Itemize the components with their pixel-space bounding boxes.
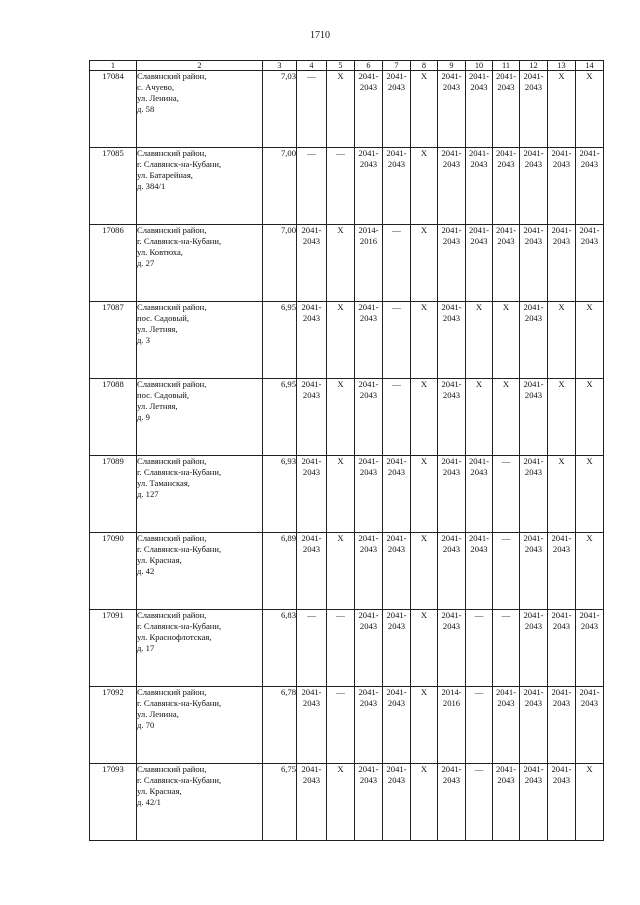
value-cell: Х <box>327 302 355 379</box>
value-cell: 2041- 2043 <box>297 456 327 533</box>
value-cell: 2041- 2043 <box>438 456 466 533</box>
value-cell: 2041- 2043 <box>383 456 411 533</box>
address-line: г. Славянск-на-Кубани, <box>137 467 222 477</box>
value-cell: 2041- 2043 <box>493 71 520 148</box>
value-cell: 2014- 2016 <box>438 687 466 764</box>
row-number: 17093 <box>90 764 137 841</box>
value-cell: 2041- 2043 <box>520 533 548 610</box>
row-number: 17088 <box>90 379 137 456</box>
row-number: 17085 <box>90 148 137 225</box>
column-number: 10 <box>466 61 493 71</box>
address-line: г. Славянск-на-Кубани, <box>137 698 222 708</box>
value-cell: — <box>466 764 493 841</box>
area-cell: 6,89 <box>263 533 297 610</box>
column-number: 2 <box>137 61 263 71</box>
address-cell <box>137 764 263 841</box>
address-line: ул. Батарейная, <box>137 170 193 180</box>
value-cell: — <box>466 687 493 764</box>
value-cell: 2041- 2043 <box>576 225 604 302</box>
value-cell: 2041- 2043 <box>548 687 576 764</box>
address-line: пос. Садовый, <box>137 313 190 323</box>
value-cell: Х <box>327 225 355 302</box>
area-cell: 6,75 <box>263 764 297 841</box>
column-number: 12 <box>520 61 548 71</box>
address-line: ул. Летняя, <box>137 324 178 334</box>
value-cell: Х <box>576 456 604 533</box>
address-line: ул. Красная, <box>137 555 182 565</box>
value-cell: Х <box>576 533 604 610</box>
table-row <box>90 456 604 533</box>
address-line: д. 17 <box>137 643 155 653</box>
value-cell: — <box>297 148 327 225</box>
address-line: ул. Краснофлотская, <box>137 632 212 642</box>
area-cell: 6,78 <box>263 687 297 764</box>
area-cell: 6,83 <box>263 610 297 687</box>
column-number: 11 <box>493 61 520 71</box>
address-line: д. 9 <box>137 412 150 422</box>
address-line: г. Славянск-на-Кубани, <box>137 621 222 631</box>
row-number: 17092 <box>90 687 137 764</box>
value-cell: — <box>493 533 520 610</box>
table-row <box>90 687 604 764</box>
column-number: 3 <box>263 61 297 71</box>
row-number: 17089 <box>90 456 137 533</box>
value-cell: Х <box>327 379 355 456</box>
value-cell: Х <box>576 379 604 456</box>
value-cell: Х <box>493 302 520 379</box>
value-cell: 2041- 2043 <box>548 225 576 302</box>
column-number: 1 <box>90 61 137 71</box>
value-cell: Х <box>548 456 576 533</box>
table-row <box>90 225 604 302</box>
table-row <box>90 71 604 148</box>
address-line: г. Славянск-на-Кубани, <box>137 775 222 785</box>
row-number: 17090 <box>90 533 137 610</box>
address-line: Славянский район, <box>137 456 207 466</box>
value-cell: 2041- 2043 <box>438 71 466 148</box>
value-cell: — <box>493 610 520 687</box>
address-cell <box>137 148 263 225</box>
value-cell: 2041- 2043 <box>438 379 466 456</box>
address-line: ул. Ленина, <box>137 709 179 719</box>
value-cell: Х <box>466 302 493 379</box>
value-cell: Х <box>411 302 438 379</box>
value-cell: — <box>327 148 355 225</box>
value-cell: 2041- 2043 <box>493 687 520 764</box>
address-line: г. Славянск-на-Кубани, <box>137 159 222 169</box>
address-cell <box>137 687 263 764</box>
value-cell: Х <box>411 148 438 225</box>
value-cell: 2041- 2043 <box>355 533 383 610</box>
address-line: Славянский район, <box>137 302 207 312</box>
value-cell: 2041- 2043 <box>438 610 466 687</box>
value-cell: Х <box>548 71 576 148</box>
value-cell: 2041- 2043 <box>493 225 520 302</box>
value-cell: Х <box>576 71 604 148</box>
column-number: 5 <box>327 61 355 71</box>
value-cell: — <box>466 610 493 687</box>
value-cell: 2014- 2016 <box>355 225 383 302</box>
address-line: пос. Садовый, <box>137 390 190 400</box>
value-cell: Х <box>327 533 355 610</box>
value-cell: 2041- 2043 <box>466 71 493 148</box>
address-line: д. 384/1 <box>137 181 166 191</box>
value-cell: Х <box>576 302 604 379</box>
area-cell: 7,00 <box>263 225 297 302</box>
address-line: д. 70 <box>137 720 155 730</box>
address-cell <box>137 379 263 456</box>
value-cell: 2041- 2043 <box>355 764 383 841</box>
address-line: д. 58 <box>137 104 155 114</box>
address-line: Славянский район, <box>137 764 207 774</box>
address-line: Славянский район, <box>137 71 207 81</box>
value-cell: — <box>297 71 327 148</box>
value-cell: Х <box>493 379 520 456</box>
value-cell: 2041- 2043 <box>520 225 548 302</box>
column-number: 9 <box>438 61 466 71</box>
page-number: 1710 <box>310 30 330 41</box>
value-cell: 2041- 2043 <box>438 533 466 610</box>
value-cell: — <box>383 302 411 379</box>
address-line: Славянский район, <box>137 610 207 620</box>
address-line: Славянский район, <box>137 687 207 697</box>
column-number-row <box>90 61 604 71</box>
value-cell: 2041- 2043 <box>438 764 466 841</box>
row-number: 17084 <box>90 71 137 148</box>
address-line: Славянский район, <box>137 148 207 158</box>
value-cell: — <box>383 225 411 302</box>
value-cell: 2041- 2043 <box>548 764 576 841</box>
value-cell: 2041- 2043 <box>466 148 493 225</box>
column-number: 14 <box>576 61 604 71</box>
address-line: д. 3 <box>137 335 150 345</box>
address-line: с. Ачуево, <box>137 82 175 92</box>
value-cell: Х <box>576 764 604 841</box>
value-cell: Х <box>411 456 438 533</box>
value-cell: 2041- 2043 <box>493 148 520 225</box>
column-number: 7 <box>383 61 411 71</box>
value-cell: — <box>493 456 520 533</box>
value-cell: Х <box>466 379 493 456</box>
value-cell: — <box>297 610 327 687</box>
address-line: ул. Ковтюха, <box>137 247 183 257</box>
value-cell: 2041- 2043 <box>383 687 411 764</box>
address-line: д. 27 <box>137 258 155 268</box>
address-line: ул. Летняя, <box>137 401 178 411</box>
value-cell: Х <box>411 71 438 148</box>
address-line: Славянский район, <box>137 379 207 389</box>
column-number: 6 <box>355 61 383 71</box>
value-cell: 2041- 2043 <box>520 456 548 533</box>
address-cell <box>137 302 263 379</box>
value-cell: 2041- 2043 <box>355 456 383 533</box>
address-line: д. 42 <box>137 566 155 576</box>
value-cell: 2041- 2043 <box>548 610 576 687</box>
value-cell: Х <box>411 764 438 841</box>
value-cell: 2041- 2043 <box>297 225 327 302</box>
table-row <box>90 610 604 687</box>
value-cell: 2041- 2043 <box>520 302 548 379</box>
address-line: ул. Ленина, <box>137 93 179 103</box>
value-cell: Х <box>548 302 576 379</box>
value-cell: 2041- 2043 <box>520 148 548 225</box>
area-cell: 7,03 <box>263 71 297 148</box>
value-cell: 2041- 2043 <box>383 71 411 148</box>
value-cell: Х <box>411 225 438 302</box>
column-number: 4 <box>297 61 327 71</box>
area-cell: 6,95 <box>263 379 297 456</box>
address-line: д. 127 <box>137 489 159 499</box>
row-number: 17086 <box>90 225 137 302</box>
value-cell: 2041- 2043 <box>438 302 466 379</box>
value-cell: 2041- 2043 <box>355 379 383 456</box>
table-row <box>90 764 604 841</box>
value-cell: 2041- 2043 <box>297 302 327 379</box>
column-number: 13 <box>548 61 576 71</box>
address-cell <box>137 456 263 533</box>
value-cell: 2041- 2043 <box>383 764 411 841</box>
value-cell: 2041- 2043 <box>520 764 548 841</box>
value-cell: 2041- 2043 <box>355 610 383 687</box>
address-line: ул. Таманская, <box>137 478 190 488</box>
value-cell: 2041- 2043 <box>438 148 466 225</box>
address-line: д. 42/1 <box>137 797 161 807</box>
value-cell: 2041- 2043 <box>466 456 493 533</box>
register-table <box>89 60 604 841</box>
value-cell: 2041- 2043 <box>355 687 383 764</box>
area-cell: 6,95 <box>263 302 297 379</box>
value-cell: Х <box>327 71 355 148</box>
value-cell: — <box>383 379 411 456</box>
value-cell: — <box>327 687 355 764</box>
value-cell: 2041- 2043 <box>493 764 520 841</box>
value-cell: 2041- 2043 <box>297 533 327 610</box>
value-cell: 2041- 2043 <box>466 533 493 610</box>
area-cell: 6,93 <box>263 456 297 533</box>
table-row <box>90 148 604 225</box>
address-line: г. Славянск-на-Кубани, <box>137 236 222 246</box>
table-row <box>90 379 604 456</box>
value-cell: 2041- 2043 <box>548 148 576 225</box>
value-cell: Х <box>327 764 355 841</box>
value-cell: 2041- 2043 <box>576 148 604 225</box>
value-cell: 2041- 2043 <box>383 148 411 225</box>
value-cell: 2041- 2043 <box>383 533 411 610</box>
value-cell: Х <box>411 610 438 687</box>
row-number: 17087 <box>90 302 137 379</box>
value-cell: — <box>327 610 355 687</box>
area-cell: 7,00 <box>263 148 297 225</box>
address-cell <box>137 610 263 687</box>
value-cell: Х <box>411 379 438 456</box>
value-cell: Х <box>548 379 576 456</box>
table-row <box>90 302 604 379</box>
value-cell: Х <box>411 687 438 764</box>
value-cell: 2041- 2043 <box>520 610 548 687</box>
value-cell: 2041- 2043 <box>355 71 383 148</box>
value-cell: 2041- 2043 <box>383 610 411 687</box>
value-cell: 2041- 2043 <box>520 71 548 148</box>
address-line: Славянский район, <box>137 225 207 235</box>
address-line: г. Славянск-на-Кубани, <box>137 544 222 554</box>
address-line: ул. Красная, <box>137 786 182 796</box>
value-cell: 2041- 2043 <box>438 225 466 302</box>
value-cell: 2041- 2043 <box>548 533 576 610</box>
address-cell <box>137 533 263 610</box>
value-cell: Х <box>327 456 355 533</box>
value-cell: 2041- 2043 <box>297 764 327 841</box>
value-cell: 2041- 2043 <box>355 148 383 225</box>
value-cell: 2041- 2043 <box>355 302 383 379</box>
value-cell: 2041- 2043 <box>297 379 327 456</box>
address-cell <box>137 71 263 148</box>
value-cell: Х <box>411 533 438 610</box>
row-number: 17091 <box>90 610 137 687</box>
value-cell: 2041- 2043 <box>576 610 604 687</box>
value-cell: 2041- 2043 <box>297 687 327 764</box>
table-row <box>90 533 604 610</box>
value-cell: 2041- 2043 <box>520 687 548 764</box>
address-line: Славянский район, <box>137 533 207 543</box>
column-number: 8 <box>411 61 438 71</box>
value-cell: 2041- 2043 <box>520 379 548 456</box>
value-cell: 2041- 2043 <box>466 225 493 302</box>
value-cell: 2041- 2043 <box>576 687 604 764</box>
address-cell <box>137 225 263 302</box>
